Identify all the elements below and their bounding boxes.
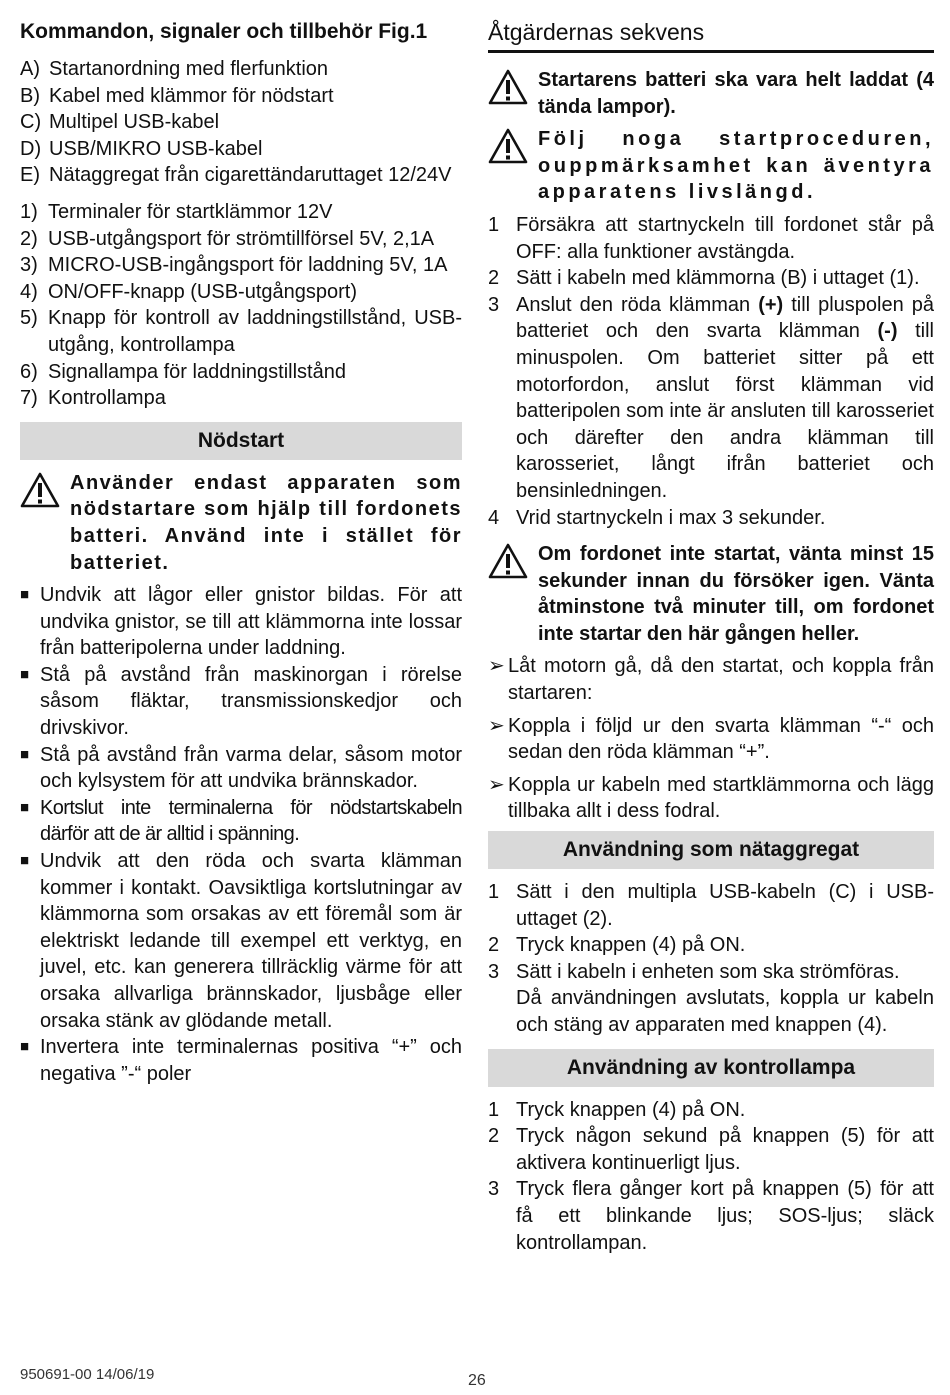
list-marker: 2) bbox=[20, 227, 38, 250]
list-text: Undvik att den röda och svarta klämman kommer i kontakt. Oavsiktliga kortslutningar av klämmorna som orsakas av ett föremål som är elektriskt ledande till exempel ett verktyg, en juvel, etc. kan generera tillräcklig värme för att orsaka allvarliga brännskador, ljusbåge eller orsaka stänk av glödande metall. bbox=[40, 850, 462, 1032]
list-text: Vrid startnyckeln i max 3 sekunder. bbox=[516, 506, 826, 529]
warning-text: Om fordonet inte startat, vänta minst 15 sekunder innan du försöker igen. Vänta åtminstone två minuter till, om fordonet inte startar den här gången heller. bbox=[538, 543, 934, 645]
list-item bbox=[20, 582, 462, 662]
step-text: till minuspolen. Om batteriet sitter på ett motorfordon, anslut först klämman vid batteripolen som inte är ansluten till karosseriet och därefter den andra klämman till karosseriet, långt ifrån batteriet och bensinledningen. bbox=[516, 320, 934, 502]
list-text: Tryck knappen (4) på ON. bbox=[516, 1098, 746, 1121]
list-marker: 3 bbox=[488, 293, 500, 316]
square-bullet-icon: ■ bbox=[20, 586, 30, 604]
accessories-list bbox=[20, 56, 462, 189]
list-text: Multipel USB-kabel bbox=[49, 111, 220, 134]
list-item bbox=[488, 212, 934, 265]
list-marker: 2 bbox=[488, 1125, 500, 1148]
list-text: Sätt i kabeln med klämmorna (B) i uttaget (1). bbox=[516, 267, 920, 290]
list-text: Startanordning med flerfunktion bbox=[49, 58, 329, 80]
list-marker: D) bbox=[20, 137, 42, 160]
list-item bbox=[488, 505, 934, 532]
list-item bbox=[20, 848, 462, 1034]
list-marker: 5) bbox=[20, 307, 38, 330]
step-text: Anslut den röda klämman bbox=[516, 293, 759, 316]
list-item bbox=[20, 83, 462, 110]
list-item bbox=[488, 959, 934, 1039]
list-item bbox=[20, 56, 462, 83]
warning-block bbox=[20, 470, 462, 576]
list-item bbox=[20, 199, 462, 226]
step-text: till pluspolen på batteriet och den svarta klämman bbox=[516, 293, 934, 343]
square-bullet-icon: ■ bbox=[20, 745, 30, 763]
arrow-bullet-icon: ➢ bbox=[488, 655, 505, 678]
section-heading-controls: Kommandon, signaler och tillbehör Fig.1 bbox=[20, 20, 428, 43]
list-marker: 3) bbox=[20, 254, 38, 277]
warning-block bbox=[488, 67, 934, 120]
list-item bbox=[488, 1123, 934, 1176]
warning-icon bbox=[20, 470, 70, 576]
list-text: MICRO-USB-ingångsport för laddning 5V, 1A bbox=[48, 254, 448, 277]
minus-marker: (-) bbox=[877, 320, 898, 343]
list-text: Undvik att lågor eller gnistor bildas. För att undvika gnistor, se till att klämmorna inte lossar från batteripolerna under laddning. bbox=[40, 584, 462, 660]
list-item bbox=[20, 305, 462, 358]
warning-icon bbox=[488, 67, 538, 120]
warning-text: Använder endast apparaten som nödstartare som hjälp till fordonets batteri. Använd inte i stället för batteriet. bbox=[70, 471, 462, 574]
list-text: Låt motorn gå, då den startat, och koppla från startaren: bbox=[508, 655, 934, 705]
list-item bbox=[20, 385, 462, 412]
warning-block bbox=[488, 541, 934, 647]
list-text: ON/OFF-knapp (USB-utgångsport) bbox=[48, 280, 357, 303]
section-band-nodstart: Nödstart bbox=[20, 422, 462, 460]
list-item bbox=[20, 795, 462, 848]
list-text: Försäkra att startnyckeln till fordonet står på OFF: alla funktioner avstängda. bbox=[516, 213, 934, 263]
section-band-power-supply: Användning som nätaggregat bbox=[488, 831, 934, 869]
warning-block bbox=[488, 126, 934, 206]
list-item bbox=[20, 742, 462, 795]
list-item bbox=[488, 713, 934, 766]
procedure-steps bbox=[488, 212, 934, 531]
list-marker: 2 bbox=[488, 934, 500, 957]
list-text: Kontrollampa bbox=[48, 387, 166, 410]
list-marker: A) bbox=[20, 58, 40, 80]
arrow-bullet-icon: ➢ bbox=[488, 714, 505, 737]
square-bullet-icon: ■ bbox=[20, 665, 30, 683]
step-text: Då användningen avslutats, koppla ur kabeln och stäng av apparaten med knappen (4). bbox=[516, 987, 934, 1036]
list-text: Terminaler för startklämmor 12V bbox=[48, 200, 333, 223]
document-code: 950691-00 14/06/19 bbox=[20, 1366, 155, 1383]
list-item bbox=[20, 162, 462, 189]
list-text: Tryck knappen (4) på ON. bbox=[516, 934, 746, 957]
list-marker: 6) bbox=[20, 360, 38, 383]
lamp-steps bbox=[488, 1097, 934, 1257]
list-marker: 4 bbox=[488, 506, 500, 529]
list-text: Invertera inte terminalernas positiva “+” och negativa ”-“ poler bbox=[40, 1036, 462, 1085]
list-text: Knapp för kontroll av laddningstillstånd, USB-utgång, kontrollampa bbox=[48, 307, 462, 356]
list-marker: 1 bbox=[488, 1098, 500, 1121]
list-marker: 7) bbox=[20, 387, 38, 410]
list-text: Stå på avstånd från maskinorgan i rörelse såsom fläktar, transmissionskedjor och drivskivor. bbox=[40, 663, 462, 740]
list-marker: 4) bbox=[20, 280, 38, 303]
list-item bbox=[488, 932, 934, 959]
list-item bbox=[20, 1034, 462, 1087]
square-bullet-icon: ■ bbox=[20, 852, 30, 870]
list-item bbox=[488, 265, 934, 292]
list-text bbox=[516, 292, 934, 505]
warning-text: Startarens batteri ska vara helt laddat (4 tända lampor). bbox=[538, 69, 934, 118]
warning-text: Följ noga startproceduren, ouppmärksamhet kan äventyra apparatens livslängd. bbox=[538, 128, 934, 204]
section-heading-sequence: Åtgärdernas sekvens bbox=[488, 18, 934, 53]
list-item bbox=[20, 136, 462, 163]
list-text: Signallampa för laddningstillstånd bbox=[48, 360, 346, 383]
list-marker: 3 bbox=[488, 1178, 500, 1201]
list-text: Kabel med klämmor för nödstart bbox=[49, 84, 334, 107]
list-text: Koppla i följd ur den svarta klämman “-“ och sedan den röda klämman “+”. bbox=[508, 714, 934, 764]
list-item bbox=[488, 879, 934, 932]
controls-list bbox=[20, 199, 462, 412]
list-marker: 3 bbox=[488, 960, 500, 983]
power-supply-steps bbox=[488, 879, 934, 1039]
section-band-lamp: Användning av kontrollampa bbox=[488, 1049, 934, 1087]
list-item bbox=[20, 226, 462, 253]
warning-icon bbox=[488, 541, 538, 647]
square-bullet-icon: ■ bbox=[20, 1038, 30, 1056]
list-text: Stå på avstånd från varma delar, såsom motor och kylsystem för att undvika brännskador. bbox=[40, 743, 462, 793]
list-marker: E) bbox=[20, 164, 40, 187]
warning-icon bbox=[488, 126, 538, 206]
list-text: Kortslut inte terminalerna för nödstartskabeln därför att de är alltid i spänning. bbox=[40, 796, 462, 846]
list-marker: 2 bbox=[488, 267, 500, 290]
list-text: USB-utgångsport för strömtillförsel 5V, 2,1A bbox=[48, 227, 435, 250]
list-item bbox=[20, 252, 462, 279]
square-bullet-icon: ■ bbox=[20, 798, 30, 816]
list-item bbox=[488, 772, 934, 825]
list-item bbox=[488, 1176, 934, 1256]
list-marker: C) bbox=[20, 111, 42, 134]
list-text bbox=[516, 959, 934, 1039]
list-marker: 1 bbox=[488, 213, 500, 236]
list-item bbox=[20, 359, 462, 386]
list-item bbox=[20, 279, 462, 306]
plus-marker: (+) bbox=[758, 293, 784, 316]
right-column bbox=[488, 18, 934, 1266]
left-column bbox=[20, 18, 462, 1087]
list-text: Tryck flera gånger kort på knappen (5) för att få ett blinkande ljus; SOS-ljus; släck kontrollampan. bbox=[516, 1178, 934, 1254]
step-text: Sätt i kabeln i enheten som ska strömföras. bbox=[516, 960, 900, 983]
arrow-bullet-icon: ➢ bbox=[488, 773, 505, 796]
list-marker: 1 bbox=[488, 881, 500, 904]
list-text: USB/MIKRO USB-kabel bbox=[49, 137, 263, 160]
list-text: Sätt i den multipla USB-kabeln (C) i USB-uttaget (2). bbox=[516, 881, 934, 930]
list-marker: B) bbox=[20, 84, 40, 107]
list-item bbox=[20, 662, 462, 742]
page-number: 26 bbox=[468, 1372, 486, 1389]
list-text: Nätaggregat från cigarettändaruttaget 12/24V bbox=[49, 164, 452, 187]
list-item bbox=[488, 292, 934, 505]
list-item bbox=[20, 109, 462, 136]
list-text: Koppla ur kabeln med startklämmorna och lägg tillbaka allt i dess fodral. bbox=[508, 773, 934, 823]
list-marker: 1) bbox=[20, 200, 38, 223]
list-item bbox=[488, 653, 934, 706]
list-item bbox=[488, 1097, 934, 1124]
list-text: Tryck någon sekund på knappen (5) för att aktivera kontinuerligt ljus. bbox=[516, 1125, 934, 1174]
